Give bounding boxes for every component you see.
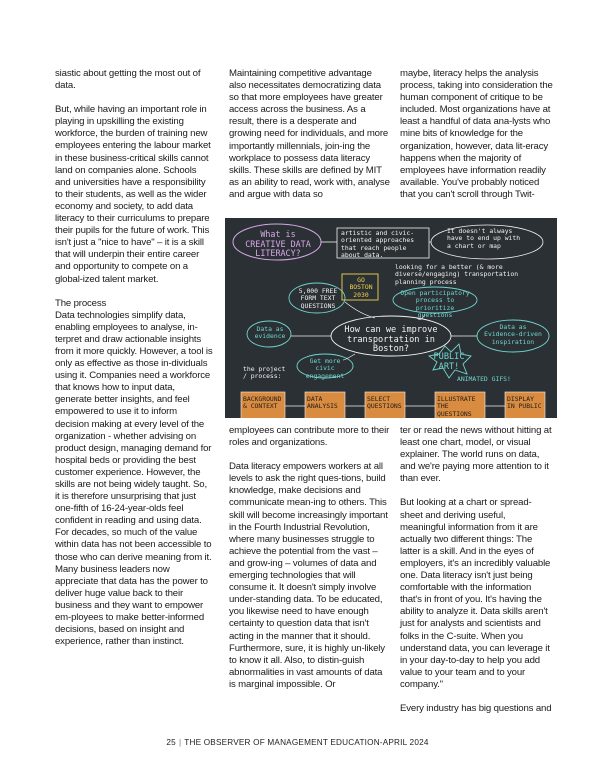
sketch-project-label: the project / process: [243, 365, 286, 381]
sketch-looking: looking for a better (& more diverse/engaging) transportation planning process [395, 263, 519, 286]
footer-divider: | [178, 738, 182, 747]
paragraph: Every industry has big questions and [400, 702, 552, 714]
article-column-3-top [400, 68, 553, 213]
sketch-animated-gifs: ANIMATED GIFS! [457, 375, 511, 383]
paragraph: employees can contribute more to their roles and organizations. [229, 425, 390, 449]
sketch-public-art: PUBLIC ART! [433, 352, 465, 372]
sketch-note: It doesn't always have to end up with a chart or map [447, 227, 521, 250]
article-column-1 [55, 68, 213, 660]
sketch-step: SELECT QUESTIONS [367, 395, 402, 411]
paragraph: maybe, literacy helps the analysis process, taking into consideration the human component of critique to be included. Most organizations have at least a handful of data ana-lysts who mine bits of knowledge for the organization, however, data lit-eracy happens when the majority of employees have information readily available. You've probably noticed that you can't scroll through Twit- [400, 68, 553, 200]
sketch-texts: 5,000 FREE FORM TEXT QUESTIONS [298, 287, 338, 310]
sketch-step: ILLUSTRATE THE QUESTIONS [437, 395, 476, 418]
paragraph: Maintaining competitive advantage also necessitates democratizing data so that more employees have greater access across the business. As a result, there is a desperate and growing need for individuals, and more importantly millennials, join-ing the workplace to possess data literacy skills. These skills are defined by MIT as an ability to read, work with, analyse and argue with data so [229, 68, 390, 200]
sketch-center-question: How can we improve transportation in Boston? [344, 325, 438, 355]
sketch-step: DISPLAY IN PUBLIC [507, 395, 542, 411]
paragraph: But, while having an important role in playing in upskilling the existing workforce, the burden of training new employees entering the labour market in these business-critical skills cannot land on companies alone. Schools and universities have a responsibility to their students, as well as the wider economy and society, to add data literacy to their curriculums to prepare their pupils for the future of work. This isn't just a "nice to have" – it is a skill that will underpin their entire career and opportunity to compete on a global-ized talent market. [55, 104, 211, 285]
sketch-title: What is CREATIVE DATA LITERACY? [245, 229, 311, 259]
paragraph: Data technologies simplify data, enabling employees to analyse, in-terpret and draw actionable insights from it more quickly. However, a tool is only as effective as those in-dividuals using it. Companies need a workforce that knows how to input data, generate better insights, and feel empowered to use it to inform decision making at every level of the organization - whether advising on product design, managing demand for hospital beds or providing the best customer experience. However, the skills are not being widely taught. So, it is therefore unsurprising that just one-fifth of 16-24-year-olds feel confident in reading and using data. For decades, so much of the value within data has not been accessible to those who can derive meaning from it. Many business leaders now appreciate that data has the power to deliver huge value back to their business and they want to empower em-ployees to make better-informed decisions, based on insight and experience, rather than instinct. [55, 309, 213, 648]
publication-name: THE OBSERVER OF MANAGEMENT EDUCATION-APRIL 2024 [184, 738, 429, 747]
sketchnote-illustration [225, 218, 557, 418]
sketch-boston: GO BOSTON 2030 [349, 276, 373, 299]
page-number: 25 [166, 738, 176, 747]
paragraph: But looking at a chart or spread-sheet and deriving useful, meaningful information from it are actually two different things: The latter is a skill. And in the eyes of employers, it's an incredibly valuable one. Data literacy isn't just being comfortable with the information that's in front of you. It's having the ability to analyze it. Data skills aren't just for analysts and scientists and folks in the C-suite. When you understand data, you can leverage it in your day-to-day to help you add value to your team and to your company." [400, 497, 551, 690]
sketch-step: BACKGROUND & CONTEXT [243, 395, 282, 411]
section-heading: The process [55, 297, 107, 309]
article-column-2-bottom [229, 425, 391, 703]
paragraph: ter or read the news without hitting at least one chart, model, or visual explainer. The world runs on data, and we're paying more attention to it than ever. [400, 425, 552, 485]
sketch-civic: Get more civic engagement [305, 357, 345, 380]
article-column-2-top [229, 68, 391, 213]
article-column-3-bottom [400, 425, 553, 727]
sketch-evidence: Data as evidence [254, 325, 286, 341]
sketch-definition: artistic and civic-oriented approaches that reach people about data. [341, 229, 415, 260]
sketch-inspiration: Data as Evidence-driven inspiration [484, 323, 542, 346]
sketch-open-process: Open participatory process to prioritize questions [400, 289, 470, 320]
page-footer [0, 738, 595, 747]
paragraph: siastic about getting the most out of data. [55, 68, 201, 92]
paragraph: Data literacy empowers workers at all levels to ask the right ques-tions, build knowledge, make decisions and communicate mean-ing to others. This skill will become increasingly important in the Fourth Industrial Revolution, where many businesses struggle to achieve the potential from the vast – and grow-ing – volumes of data and emerging technologies that will consume it. It doesn't simply involve under-standing data. To be educated, you likewise need to have enough certainty to question data that isn't acting in the manner that it should. Furthermore, sure, it is highly un-likely to know it all. Also, to distin-guish abnormalities in vast amounts of data is marginal impossible. Or [229, 461, 388, 690]
sketch-step: DATA ANALYSIS [307, 395, 338, 411]
